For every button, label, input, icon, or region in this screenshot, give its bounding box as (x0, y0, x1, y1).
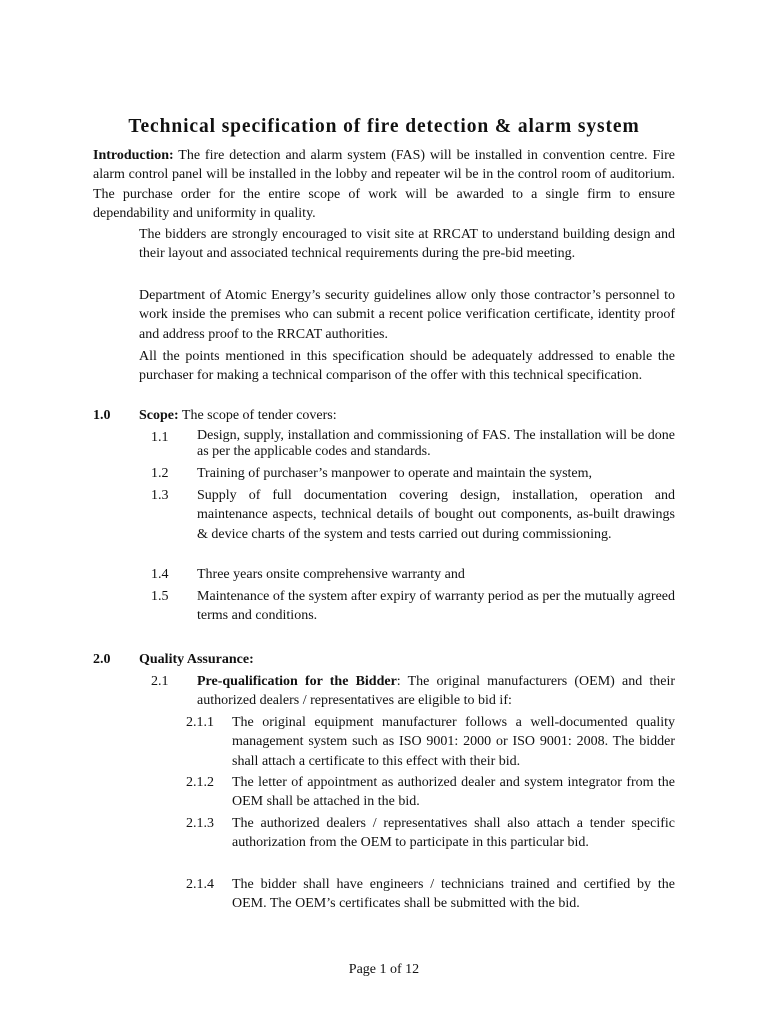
scope-label: Scope: (139, 408, 179, 423)
prequalification-item-text: The letter of appointment as authorized dealer and system integrator from the OEM shall be attached in the bid. (232, 775, 675, 810)
security-paragraph: Department of Atomic Energy’s security guidelines allow only those contractor’s personnel to work inside the premises who can submit a recent police verification certificate, identity proof and address proof to the RRCAT authorities. (139, 288, 675, 342)
prequalification-text: : The original manufacturers (OEM) and their authorized dealers / representatives are eligible to bid if: (197, 674, 675, 709)
prequalification-item-number: 2.1.4 (186, 877, 214, 892)
prequalification-paragraph (197, 672, 675, 711)
introduction-text: The fire detection and alarm system (FAS) will be installed in convention centre. Fire alarm control panel will be installed in the lobby and repeater wil be in the control room of auditorium. The purchase order for the entire scope of work will be awarded to a single firm to ensure dependability and uniformity in quality. (93, 148, 675, 221)
page-title: Technical specification of fire detection & alarm system (128, 116, 640, 137)
scope-item-number: 1.5 (151, 589, 169, 604)
introduction-paragraph (93, 146, 675, 223)
prequalification-item-text: The original equipment manufacturer follows a well-documented quality management system such as ISO 9001: 2000 or ISO 9001: 2008. The bidder shall attach a certificate to this effect with their bid. (232, 715, 675, 769)
scope-heading (139, 406, 675, 425)
quality-heading: Quality Assurance: (139, 652, 254, 667)
points-paragraph: All the points mentioned in this specification should be adequately addressed to enable the purchaser for making a technical comparison of the offer with this technical specification. (139, 349, 675, 384)
scope-item-text: Three years onsite comprehensive warranty and (197, 567, 465, 582)
scope-intro-text: The scope of tender covers: (178, 408, 337, 423)
prequalification-label: Pre-qualification for the Bidder (197, 674, 397, 689)
quality-section-number: 2.0 (93, 652, 111, 667)
prequalification-item-text: The authorized dealers / representatives shall also attach a tender specific authorization from the OEM to participate in this particular bid. (232, 816, 675, 851)
prequalification-item-number: 2.1.3 (186, 816, 214, 831)
scope-item-number: 1.4 (151, 567, 169, 582)
scope-item-text: Training of purchaser’s manpower to operate and maintain the system, (197, 466, 593, 481)
scope-item-number: 1.3 (151, 488, 169, 503)
scope-section-number: 1.0 (93, 408, 111, 423)
page-number: Page 1 of 12 (348, 962, 420, 977)
site-visit-paragraph: The bidders are strongly encouraged to visit site at RRCAT to understand building design and their layout and associated technical requirements during the pre-bid meeting. (139, 227, 675, 262)
scope-item-number: 1.2 (151, 466, 169, 481)
prequalification-item-number: 2.1.1 (186, 715, 214, 730)
prequalification-item-number: 2.1.2 (186, 775, 214, 790)
prequalification-number: 2.1 (151, 674, 169, 689)
introduction-label: Introduction: (93, 148, 174, 163)
scope-item-text: Supply of full documentation covering design, installation, operation and maintenance aspects, technical details of bought out components, as-built drawings & device charts of the system and tests carried out during commissioning. (197, 488, 675, 542)
scope-item-text: Design, supply, installation and commissioning of FAS. The installation will be done as per the applicable codes and standards. (197, 428, 675, 459)
scope-item-number: 1.1 (151, 430, 169, 445)
scope-item-text: Maintenance of the system after expiry of warranty period as per the mutually agreed terms and conditions. (197, 589, 675, 624)
prequalification-item-text: The bidder shall have engineers / technicians trained and certified by the OEM. The OEM’s certificates shall be submitted with the bid. (232, 877, 675, 912)
